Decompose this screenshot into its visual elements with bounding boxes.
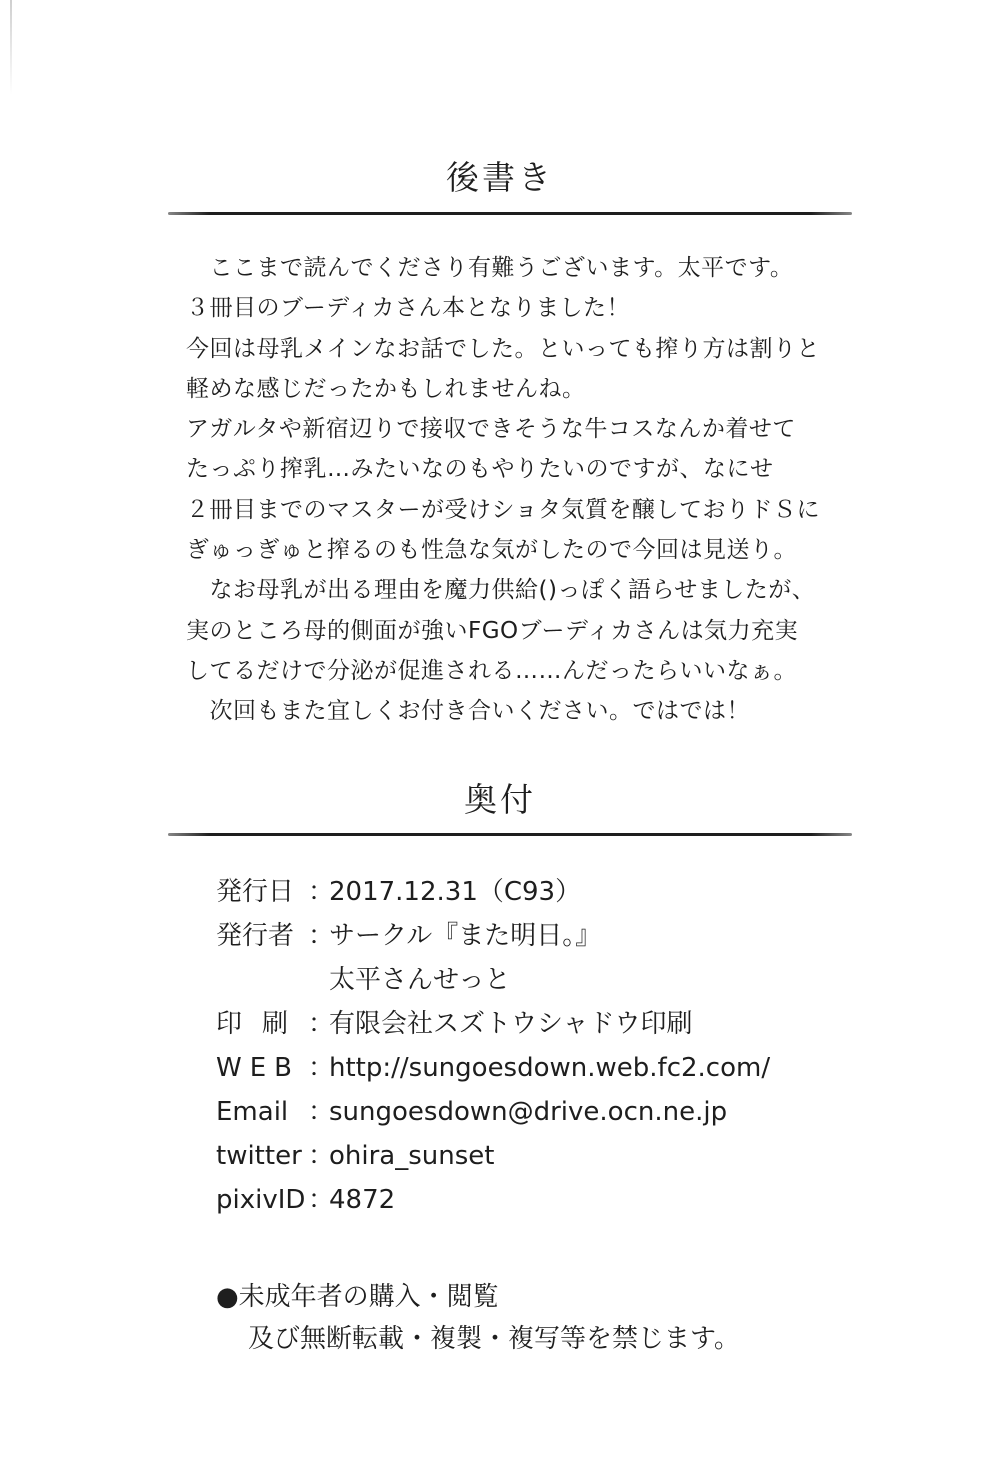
colophon-heading: 奥付 (464, 780, 536, 819)
afterword-divider (168, 212, 852, 215)
afterword-line: 次回もまた宜しくお付き合いください。ではでは！ (186, 698, 750, 725)
afterword-line: 軽めな感じだったかもしれませんね。 (186, 375, 586, 402)
afterword-heading: 後書き (446, 158, 554, 197)
colophon-row-publisher (216, 914, 836, 958)
colophon-row-publisher-name (216, 958, 836, 1002)
afterword-line: ２冊目までのマスターが受けショタ気質を醸しておりドＳに (186, 496, 821, 523)
afterword-line: ぎゅっぎゅと搾るのも性急な気がしたので今回は見送り。 (186, 537, 797, 564)
colophon-label: 印刷 (216, 1009, 309, 1039)
colophon-colon: ： (308, 921, 335, 951)
afterword-line: 実のところ母的側面が強いFGOブーディカさんは気力充実 (186, 617, 799, 644)
afterword-line: アガルタや新宿辺りで接収できそうな牛コスなんか着せて (186, 416, 796, 443)
colophon-colon: ： (308, 877, 335, 907)
colophon-row-publish-date (216, 870, 836, 914)
afterword-line: 今回は母乳メインなお話でした。といっても搾り方は割りと (186, 335, 821, 362)
colophon-divider (168, 833, 852, 836)
afterword-text (186, 248, 846, 732)
colophon-label: pixivID (216, 1185, 306, 1215)
colophon-value: 2017.12.31（C93） (329, 877, 582, 907)
pixiv-id: 4872 (329, 1185, 396, 1215)
colophon-label: 発行日 (216, 877, 295, 907)
colophon-row-pixiv (216, 1178, 836, 1222)
afterword-line: してるだけで分泌が促進される……んだったらいいなぁ。 (186, 657, 797, 684)
colophon-label: 発行者 (216, 921, 295, 951)
colophon-row-printer (216, 1002, 836, 1046)
colophon-colon: ： (308, 1185, 335, 1215)
colophon-row-email (216, 1090, 836, 1134)
afterword-line: なお母乳が出る理由を魔力供給()っぽく語らせましたが、 (186, 577, 816, 604)
colophon-label: WEB (216, 1053, 300, 1083)
colophon-table (216, 870, 836, 1222)
colophon-value: サークル『また明日。』 (329, 921, 602, 951)
afterword-line: ここまで読んでくださり有難うございます。太平です。 (186, 255, 794, 281)
website-link: http://sungoesdown.web.fc2.com/ (329, 1053, 771, 1083)
colophon-colon: ： (308, 1053, 335, 1083)
age-restriction-notice (216, 1276, 856, 1360)
notice-line: ●未成年者の購入・閲覧 (216, 1282, 499, 1312)
colophon-label: Email (216, 1097, 289, 1127)
email-address: sungoesdown@drive.ocn.ne.jp (329, 1097, 728, 1127)
colophon-colon: ： (308, 1097, 335, 1127)
colophon-colon: ： (308, 1009, 335, 1039)
afterword-line: たっぷり搾乳…みたいなのもやりたいのですが、なにせ (186, 456, 774, 483)
page-edge-shadow (10, 0, 12, 95)
notice-line: 及び無断転載・複製・複写等を禁じます。 (248, 1324, 740, 1354)
colophon-value: 太平さんせっと (329, 965, 511, 995)
afterword-line: ３冊目のブーディカさん本となりました！ (186, 295, 630, 322)
colophon-row-twitter (216, 1134, 836, 1178)
colophon-label: twitter (216, 1141, 302, 1171)
twitter-handle: ohira_sunset (329, 1141, 495, 1171)
colophon-value: 有限会社スズトウシャドウ印刷 (329, 1009, 693, 1039)
colophon-colon: ： (308, 1141, 335, 1171)
colophon-row-web (216, 1046, 836, 1090)
